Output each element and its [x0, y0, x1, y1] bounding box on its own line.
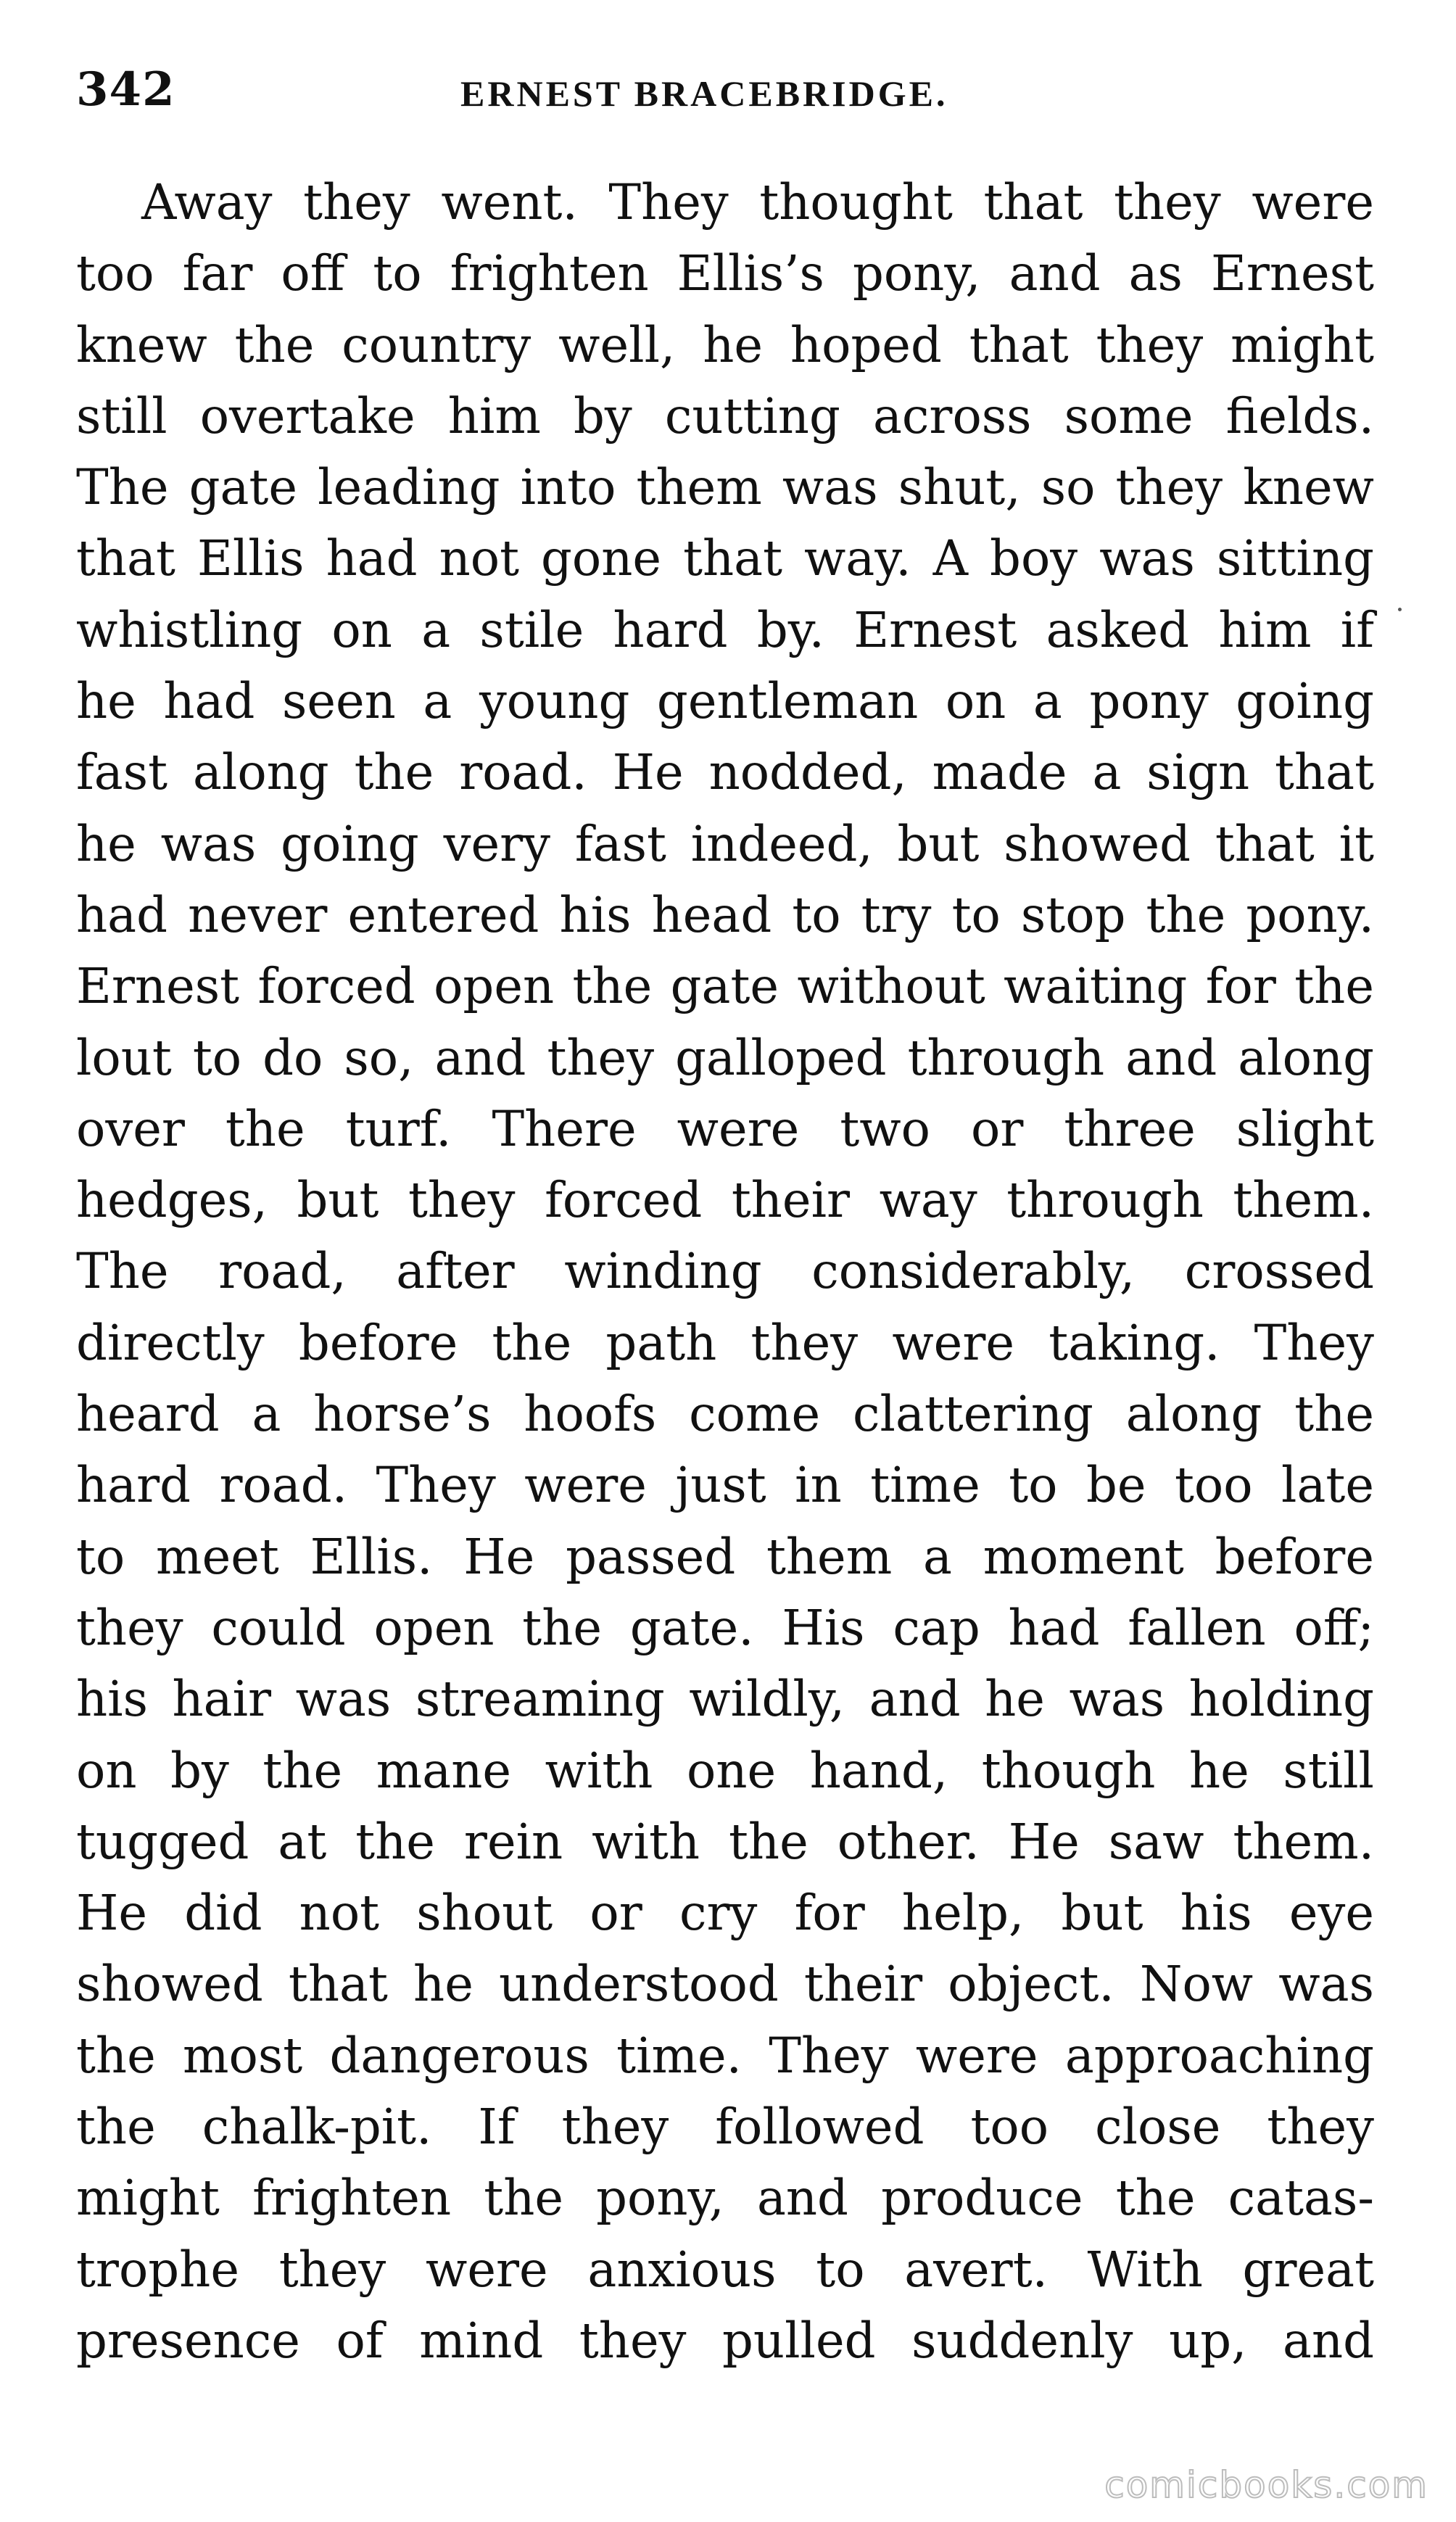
text-line: too far off to frighten Ellis’s pony, and as Ernest: [76, 245, 1374, 302]
text-line: whistling on a stile hard by. Ernest asked him if: [76, 601, 1374, 658]
text-line: showed that he understood their object. Now was: [76, 1956, 1374, 2013]
text-line: on by the mane with one hand, though he still: [76, 1742, 1374, 1799]
text-line: He did not shout or cry for help, but his eye: [76, 1885, 1374, 1942]
text-line: knew the country well, he hoped that they might: [76, 316, 1374, 373]
text-line: the most dangerous time. They were approaching: [76, 2027, 1374, 2084]
text-line: he had seen a young gentleman on a pony going: [76, 673, 1374, 730]
running-title: ERNEST BRACEBRIDGE.: [460, 73, 948, 114]
text-line: still overtake him by cutting across some fields.: [76, 387, 1374, 445]
text-line: Ernest forced open the gate without waiting for the: [76, 958, 1374, 1015]
text-line: that Ellis had not gone that way. A boy was sitting: [76, 530, 1374, 587]
ink-speck: [1398, 608, 1402, 611]
page-header: [76, 62, 1381, 135]
text-line: his hair was streaming wildly, and he was holding: [76, 1671, 1374, 1728]
text-line: fast along the road. He nodded, made a sign that: [76, 744, 1374, 801]
text-line: trophe they were anxious to avert. With great: [76, 2241, 1374, 2298]
text-line: heard a horse’s hoofs come clattering along the: [76, 1386, 1374, 1443]
text-line: might frighten the pony, and produce the catas-: [76, 2170, 1374, 2227]
text-line: presence of mind they pulled suddenly up, and: [76, 2312, 1374, 2369]
text-line: lout to do so, and they galloped through and along: [76, 1029, 1374, 1086]
watermark: comicbooks.com: [1104, 2464, 1428, 2506]
text-line: to meet Ellis. He passed them a moment before: [76, 1528, 1374, 1585]
text-line: directly before the path they were taking. They: [76, 1314, 1374, 1371]
text-line: The road, after winding considerably, crossed: [76, 1243, 1374, 1300]
page-number: 342: [76, 62, 175, 117]
text-line: tugged at the rein with the other. He saw them.: [76, 1813, 1374, 1870]
text-line: they could open the gate. His cap had fallen off;: [76, 1599, 1374, 1656]
text-line: hard road. They were just in time to be too late: [76, 1457, 1374, 1514]
text-line: The gate leading into them was shut, so they knew: [76, 459, 1374, 516]
text-line: the chalk-pit. If they followed too close they: [76, 2099, 1374, 2156]
body-text: [76, 167, 1374, 2376]
text-line: he was going very fast indeed, but showed that it: [76, 815, 1374, 872]
text-line: Away they went. They thought that they were: [141, 174, 1374, 231]
text-line: hedges, but they forced their way through them.: [76, 1172, 1374, 1229]
text-line: had never entered his head to try to stop the pony.: [76, 886, 1374, 943]
text-line: over the turf. There were two or three slight: [76, 1100, 1374, 1157]
